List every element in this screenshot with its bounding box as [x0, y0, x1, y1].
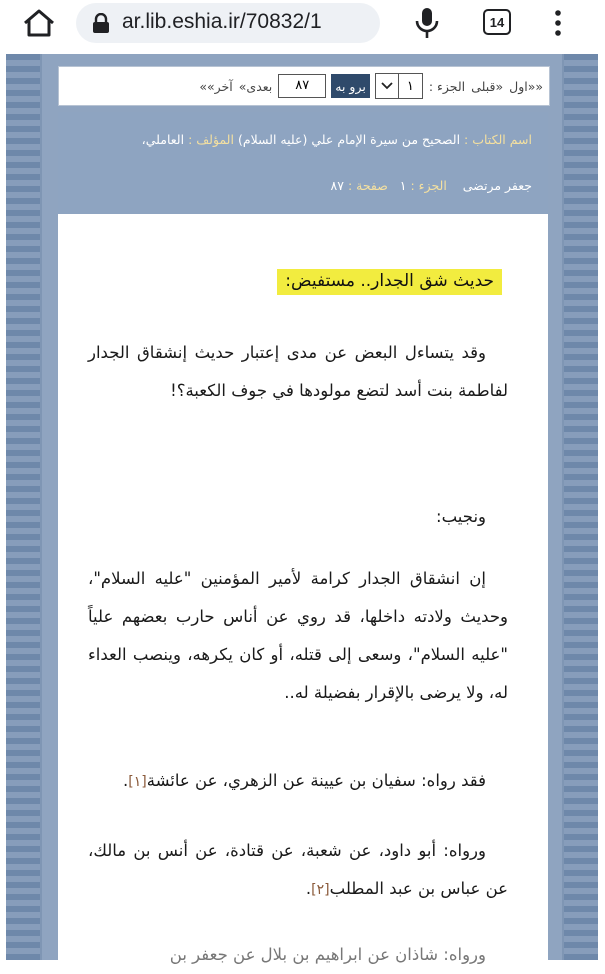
footnote-link-2[interactable]: [٢] [311, 882, 330, 898]
decorative-border-right [564, 54, 598, 960]
paragraph-5-text: ورواه: أبو داود، عن شعبة، عن قتادة، عن أنس بن مالك، عن عباس بن عبد المطلب [88, 841, 508, 898]
part-select[interactable] [375, 73, 423, 99]
paragraph-4-end: . [123, 771, 129, 790]
part-info-value: ١ [399, 178, 407, 193]
address-bar[interactable] [76, 3, 380, 43]
paragraph-4-text: فقد رواه: سفيان بن عيينة عن الزهري، عن عائشة [146, 771, 486, 790]
book-title[interactable]: الصحيح من سيرة الإمام علي (عليه السلام) [237, 132, 461, 147]
part-select-value: ١ [406, 78, 414, 94]
author-label: المؤلف : [188, 132, 234, 147]
book-info-row-1 [142, 132, 532, 147]
tab-switcher-button[interactable] [483, 9, 511, 35]
paragraph-3-text: إن انشقاق الجدار كرامة لأمير المؤمنين "عليه السلام"، وحديث ولادته داخلها، قد روي عن أناس حارب بعضهم علياً "عليه السلام"، وسعى إلى قتله، أو كان يكرهه، وينصب العداء له، ولا يرضى بالإقرار بفضيلة له.. [88, 569, 508, 702]
author-name-part1[interactable]: العاملي، [141, 132, 185, 147]
paragraph-6-partial [88, 936, 508, 974]
browser-toolbar [0, 0, 605, 48]
paragraph-5-end: . [305, 879, 312, 898]
go-to-page-button[interactable]: برو به [331, 74, 370, 98]
paragraph-3 [88, 560, 508, 712]
book-title-label: اسم الكتاب : [464, 132, 532, 147]
previous-page-link[interactable]: «قبلی [471, 78, 504, 94]
book-info-row-2 [331, 178, 532, 193]
more-options-icon[interactable] [552, 8, 564, 38]
author-name-part2[interactable]: جعفر مرتضى [462, 178, 532, 193]
paragraph-5 [88, 832, 508, 909]
chevron-down-icon [376, 74, 399, 98]
lock-icon [92, 13, 110, 33]
first-page-link[interactable]: ««اول [509, 78, 543, 94]
part-label: الجزء : [428, 78, 466, 94]
microphone-icon[interactable] [414, 6, 440, 40]
page-navigation [58, 66, 550, 106]
paragraph-4 [88, 762, 508, 801]
book-info-panel [58, 112, 548, 214]
paragraph-1-text: وقد يتساءل البعض عن مدى إعتبار حديث إنشقاق الجدار لفاطمة بنت أسد لتضع مولودها في جوف الكعبة؟! [88, 343, 508, 400]
home-icon[interactable] [22, 8, 56, 38]
footnote-link-1[interactable]: [١] [128, 774, 147, 790]
paragraph-1 [88, 334, 508, 410]
next-page-link[interactable]: بعدی» [238, 78, 273, 94]
part-info-label: الجزء : [410, 178, 447, 193]
url-text: ar.lib.eshia.ir/70832/1 [122, 10, 322, 33]
paragraph-2 [88, 498, 508, 536]
decorative-border-left [6, 54, 40, 960]
last-page-link[interactable]: آخر»» [199, 78, 233, 94]
section-heading: حديث شق الجدار.. مستفيض: [277, 269, 502, 295]
page-info-value: ٨٧ [330, 178, 344, 193]
tab-count: 14 [489, 14, 505, 30]
page-info-label: صفحة : [347, 178, 388, 193]
paragraph-6-text: ورواه: شاذان عن ابراهيم بن بلال عن جعفر بن [169, 945, 486, 964]
page-number-input[interactable]: ٨٧ [278, 74, 326, 98]
paragraph-2-text: ونجيب: [436, 507, 486, 526]
book-page-content [58, 214, 548, 964]
